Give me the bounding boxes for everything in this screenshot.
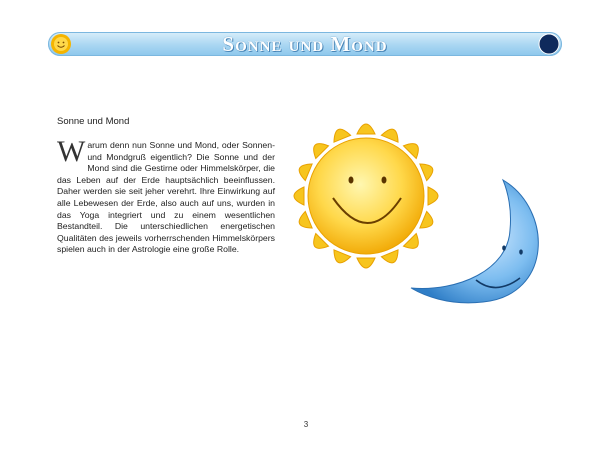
sun-face	[308, 138, 424, 254]
sun-moon-illustration	[288, 120, 558, 320]
sun-eye-right	[382, 177, 387, 184]
body-text	[57, 135, 275, 256]
moon-eye-right	[519, 249, 523, 254]
section-heading: Sonne und Mond	[57, 116, 130, 127]
body-paragraph: arum denn nun Sonne und Mond, oder Sonnen- und Mondgruß eigentlich? Die Sonne und der Mond sind die Gestirne oder Himmelskörper, die das Leben auf der Erde hauptsächlich beeinflussen. Daher werden sie seit jeher verehrt. Ihre Einwirkung auf alle Lebewesen der Erde, also auch auf uns, wurden in das Yoga integriert und zu einem wesentlichen Bestandteil. Die unterschiedlichen energetischen Qualitäten des jeweils vorherrschenden Himmelskörpers spielen auch in der Astrologie eine große Rolle.	[57, 140, 275, 255]
header-banner	[48, 32, 562, 56]
page-number: 3	[303, 420, 309, 429]
drop-cap: W	[57, 135, 86, 168]
moon-eye-left	[502, 245, 506, 250]
moon-icon	[538, 33, 560, 55]
sun-eye-left	[349, 177, 354, 184]
banner-title: Sonne und Mond	[222, 32, 388, 56]
